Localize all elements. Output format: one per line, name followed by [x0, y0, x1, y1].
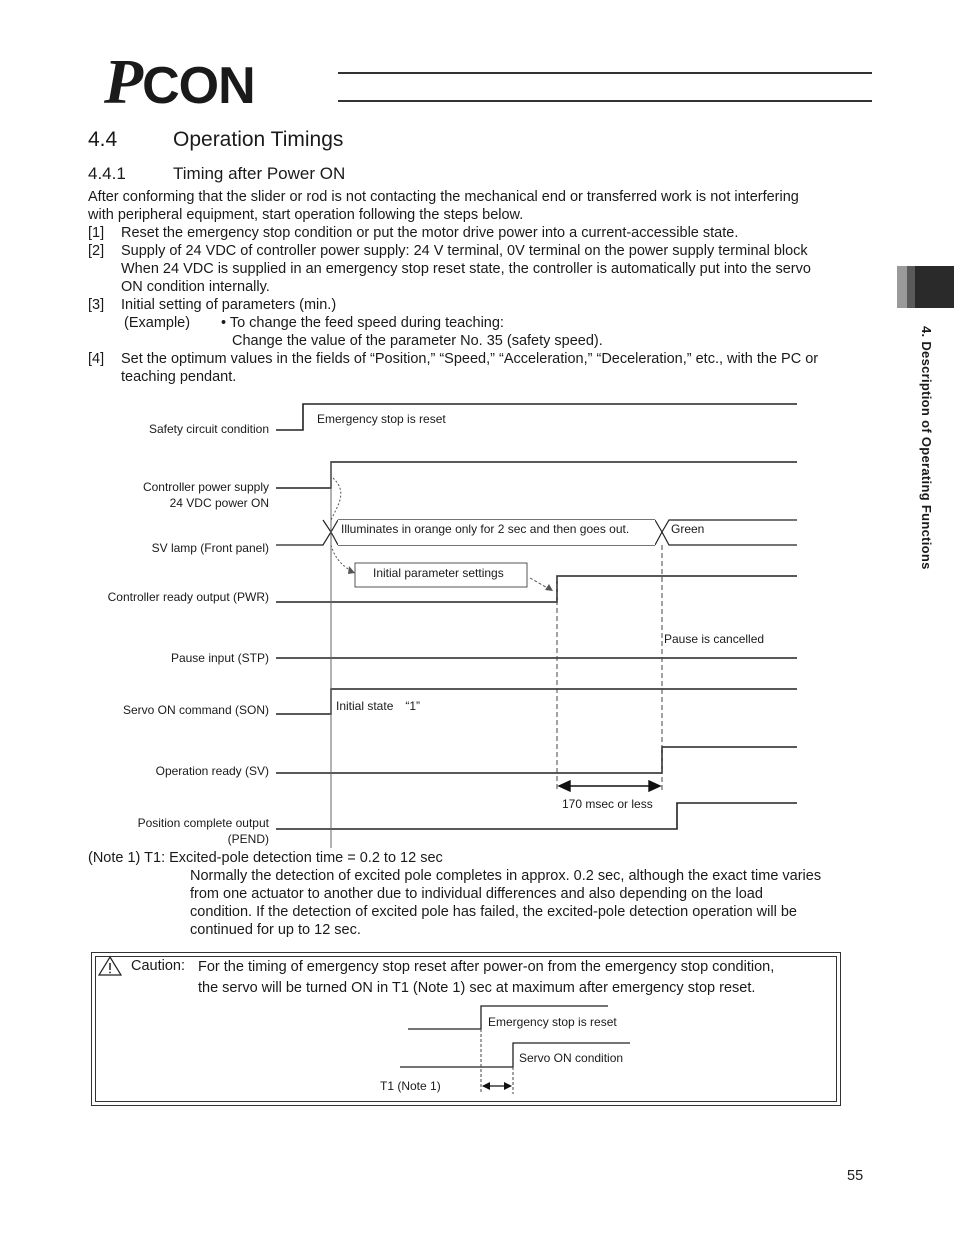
annotation-initial-state: Initial state “1”: [336, 699, 421, 713]
step-3-text: Initial setting of parameters (min.): [121, 297, 337, 313]
example-detail: Change the value of the parameter No. 35 (safety speed).: [232, 333, 603, 349]
section-title: 4.4 Operation Timings: [88, 128, 344, 151]
label-pend-2: (PEND): [227, 832, 269, 846]
step-2-text-2: When 24 VDC is supplied in an emergency stop reset state, the controller is automatically put into the servo: [121, 261, 811, 277]
note-head: (Note 1) T1: Excited-pole detection time = 0.2 to 12 sec: [88, 850, 443, 866]
pcon-logo: PCON: [104, 46, 255, 117]
note-line-1: Normally the detection of excited pole completes in approx. 0.2 sec, although the exact time varies: [190, 868, 822, 884]
note-line-2: from one actuator to another due to individual differences and also depending on the load: [190, 886, 763, 902]
label-sv-lamp: SV lamp (Front panel): [151, 541, 269, 555]
step-1-text: Reset the emergency stop condition or put the motor drive power into a current-accessible state.: [121, 225, 739, 241]
annotation-green: Green: [671, 522, 705, 536]
note-line-4: continued for up to 12 sec.: [190, 922, 361, 938]
label-stp: Pause input (STP): [170, 651, 269, 665]
t1-arrow: [482, 1082, 512, 1090]
caution-line-2: the servo will be turned ON in T1 (Note 1) sec at maximum after emergency stop reset.: [198, 980, 756, 996]
example-bullet: • To change the feed speed during teaching:: [221, 315, 504, 331]
label-pend-1: Position complete output: [137, 816, 269, 830]
caution-estop-label: Emergency stop is reset: [488, 1015, 617, 1029]
step-4-text-2: teaching pendant.: [121, 369, 237, 385]
label-24vdc: 24 VDC power ON: [169, 496, 269, 510]
subsection-title: 4.4.1 Timing after Power ON: [88, 164, 346, 183]
step-2-text-1: Supply of 24 VDC of controller power supply: 24 V terminal, 0V terminal on the power supply terminal block: [121, 243, 808, 259]
annotation-init-param: Initial parameter settings: [373, 566, 504, 580]
chapter-side-label: 4. Description of Operating Functions: [919, 326, 934, 570]
caution-line-1: For the timing of emergency stop reset after power-on from the emergency stop condition,: [198, 959, 775, 975]
annotation-pause-cancel: Pause is cancelled: [664, 632, 765, 646]
label-pwr: Controller ready output (PWR): [107, 590, 269, 604]
annotation-orange: Illuminates in orange only for 2 sec and then goes out.: [341, 522, 630, 536]
page-number: 55: [847, 1168, 864, 1184]
label-son: Servo ON command (SON): [122, 703, 269, 717]
step-1-num: [1]: [88, 225, 105, 241]
annotation-estop-reset: Emergency stop is reset: [317, 412, 446, 426]
label-controller-power: Controller power supply: [142, 480, 269, 494]
example-label: (Example): [124, 315, 191, 331]
intro-line-1: After conforming that the slider or rod is not contacting the mechanical end or transferred work is not interfering: [88, 189, 799, 205]
intro-line-2: with peripheral equipment, start operation following the steps below.: [88, 207, 524, 223]
step-4-text-1: Set the optimum values in the fields of “Position,” “Speed,” “Acceleration,” “Deceleration,” etc., with the PC or: [121, 351, 819, 367]
annotation-msec: 170 msec or less: [562, 797, 653, 811]
step-2-text-3: ON condition internally.: [121, 279, 270, 295]
caution-t1-label: T1 (Note 1): [380, 1079, 441, 1093]
caution-label: Caution:: [131, 958, 186, 974]
label-sv: Operation ready (SV): [155, 764, 269, 778]
caution-servo-label: Servo ON condition: [519, 1051, 624, 1065]
label-safety-circuit: Safety circuit condition: [148, 422, 269, 436]
note-line-3: condition. If the detection of excited pole has failed, the excited-pole detection operation will be: [190, 904, 797, 920]
step-3-num: [3]: [88, 297, 105, 313]
step-2-num: [2]: [88, 243, 105, 259]
step-4-num: [4]: [88, 351, 105, 367]
